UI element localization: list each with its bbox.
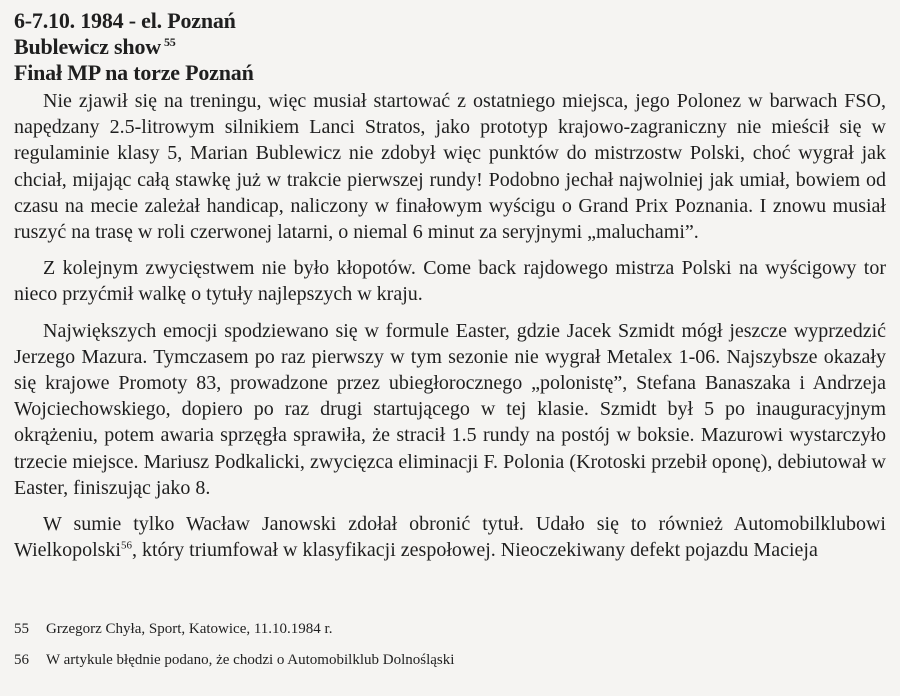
paragraph-3: Największych emocji spodziewano się w formule Easter, gdzie Jacek Szmidt mógł jeszcze wyprzedzić Jerzego Mazura. Tymczasem po raz pierwszy w tym sezonie nie wygrał Metalex 1-06. Najszybsze okazały się krajowe Promoty 83, prowadzone przez ubiegłorocznego „polonistę”, Stefana Banaszaka i Andrzeja Wojciechowskiego, dopiero po raz drugi startującego w tej klasie. Szmidt był 5 po inauguracyjnym okrążeniu, potem awaria sprzęgła sprawiła, że stracił 1.5 rundy na postój w boksie. Mazurowi wystarczyło trzecie miejsce. Mariusz Podkalicki, zwycięzca eliminacji F. Polonia (Krotoski przebił oponę), debiutował w Easter, finiszując jako 8. [14,319,886,499]
paragraph-2: Z kolejnym zwycięstwem nie było kłopotów. Come back rajdowego mistrza Polski na wyścigowy tor nieco przyćmił walkę o tytuły najlepszych w kraju. [14,257,886,306]
paragraph-4-text-end: , który triumfował w klasyfikacji zespołowej. Nieoczekiwany defekt pojazdu Macieja [131,539,818,562]
footnotes [14,620,886,670]
footnote-number: 55 [14,621,29,637]
paragraph-1: Nie zjawił się na treningu, więc musiał startować z ostatniego miejsca, jego Polonez w barwach FSO, napędzany 2.5-litrowym silnikiem Lanci Stratos, jako prototyp krajowo-zagraniczny nie mieścił się w regulaminie klasy 5, Marian Bublewicz nie zdobył więc punktów do mistrzostw Polski, choć wygrał jak chciał, mijając całą stawkę już w trakcie pierwszej rundy! Podobno jechał najwolniej jak umiał, bowiem od czasu na mecie zależał handicap, naliczony w finałowym wyścigu o Grand Prix Poznania. I znowu musiał ruszyć na trasę w roli czerwonej latarni, o niemal 6 minut za seryjnymi „maluchami”. [14,90,886,244]
heading-title [14,34,886,60]
footnote-56 [14,651,886,670]
paragraph-4-text-start: W sumie tylko Wacław Janowski zdołał obronić tytuł. Udało się to również Automobilklubowi Wielkopolski [14,513,886,562]
footnote-text: W artykule błędnie podano, że chodzi o Automobilklub Dolnośląski [46,652,455,668]
footnote-text: Grzegorz Chyła, Sport, Katowice, 11.10.1984 r. [46,621,333,637]
footnote-ref-56: 56 [120,539,132,552]
footnote-number: 56 [14,652,29,668]
footnote-ref-55: 55 [163,34,176,49]
article-body [14,88,886,563]
heading-title-text: Bublewicz show [14,34,161,59]
heading-date-location: 6-7.10. 1984 - el. Poznań [14,8,236,33]
footnote-55 [14,620,886,639]
paragraph-4 [14,511,886,563]
heading-subtitle: Finał MP na torze Poznań [14,60,254,85]
